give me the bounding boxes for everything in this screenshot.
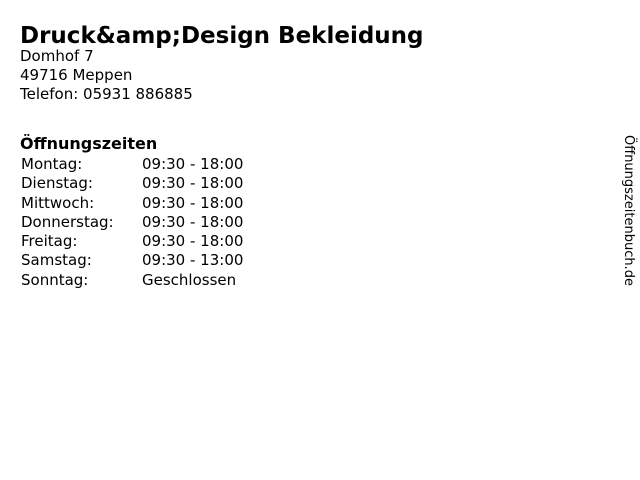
watermark-site-name: Öffnungszeitenbuch.de	[621, 135, 636, 286]
time-value: 09:30 - 18:00	[142, 212, 244, 231]
hours-row-wednesday	[21, 194, 243, 213]
hours-row-monday	[21, 155, 243, 174]
hours-row-friday	[21, 232, 243, 251]
time-value: 09:30 - 18:00	[142, 232, 244, 251]
business-title: Druck&amp;Design Bekleidung	[20, 23, 424, 50]
opening-hours-table	[21, 155, 243, 290]
day-label: Samstag:	[21, 251, 92, 270]
hours-row-thursday	[21, 213, 243, 232]
hours-row-tuesday	[21, 174, 243, 193]
time-value: 09:30 - 13:00	[142, 251, 244, 270]
hours-row-saturday	[21, 251, 243, 270]
time-value: 09:30 - 18:00	[142, 155, 244, 173]
day-label: Dienstag:	[21, 174, 93, 193]
day-label: Montag:	[21, 155, 83, 173]
opening-hours-heading: Öffnungszeiten	[20, 134, 158, 154]
address-street: Domhof 7	[20, 47, 94, 65]
address-block	[20, 47, 193, 104]
time-value: 09:30 - 18:00	[142, 174, 244, 193]
day-label: Mittwoch:	[21, 193, 95, 212]
address-city: 49716 Meppen	[20, 66, 133, 84]
hours-row-sunday	[21, 271, 243, 290]
time-value: Geschlossen	[142, 270, 237, 289]
day-label: Sonntag:	[21, 270, 89, 289]
phone-line: Telefon: 05931 886885	[20, 85, 193, 103]
day-label: Donnerstag:	[21, 212, 114, 231]
day-label: Freitag:	[21, 232, 78, 251]
time-value: 09:30 - 18:00	[142, 193, 244, 212]
